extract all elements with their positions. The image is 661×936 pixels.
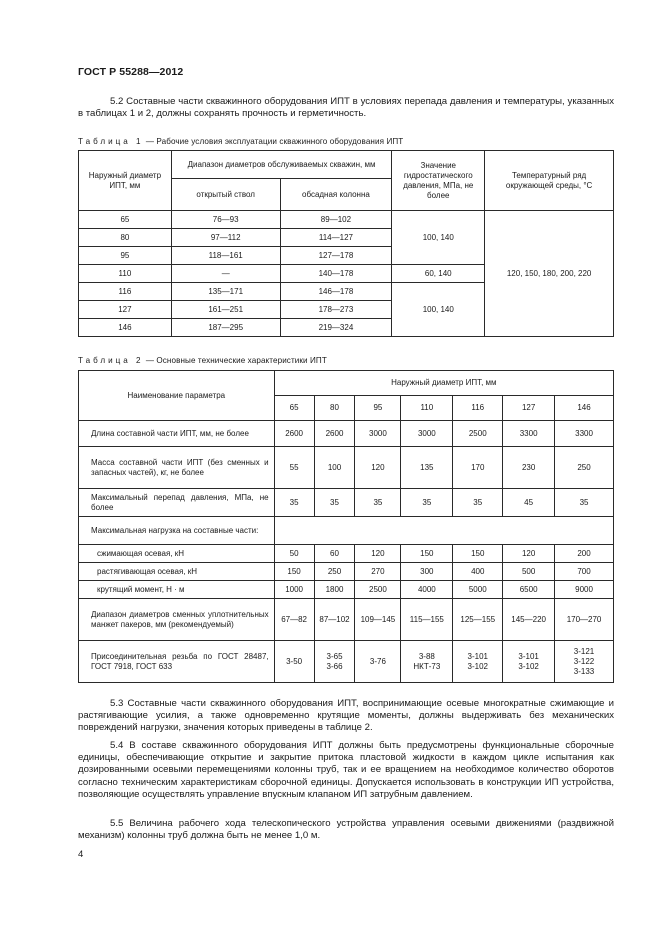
- t1-cell: 116: [79, 283, 172, 301]
- t2-cell: 300: [401, 563, 453, 581]
- t1-cell: —: [171, 265, 280, 283]
- t2-cell: 120: [355, 545, 401, 563]
- t2-cell: 135: [401, 447, 453, 489]
- t2-cell: 125—155: [453, 599, 503, 641]
- paragraph-5-5: 5.5 Величина рабочего хода телескопического устройства управления осевыми движениями (раздвижной механизм) колонны труб должна быть не менее 1,0 м.: [78, 818, 614, 842]
- document-header: ГОСТ Р 55288—2012: [78, 66, 184, 78]
- t1-cell: 114—127: [280, 229, 392, 247]
- t2-cell: 5000: [453, 581, 503, 599]
- t2-cell: 145—220: [503, 599, 555, 641]
- t2-cell: 35: [555, 489, 614, 517]
- t1-cell: 76—93: [171, 211, 280, 229]
- t2-cell: 150: [401, 545, 453, 563]
- t1-cell: 140—178: [280, 265, 392, 283]
- t1-cell: 89—102: [280, 211, 392, 229]
- t2-cell: 3300: [555, 421, 614, 447]
- t1-cell: 110: [79, 265, 172, 283]
- t2-cell: 3-121 3-122 3-133: [555, 641, 614, 683]
- t2-cell: 109—145: [355, 599, 401, 641]
- table-row: [79, 581, 614, 599]
- table2-caption: [78, 356, 327, 365]
- paragraph-5-4: 5.4 В составе скважинного оборудования ИПТ должны быть предусмотрены функциональные сборочные единицы, обеспечивающие открытие и закрытие притока пластовой жидкости в каждом цикле испытания как дозированными осевыми перемещениями колонны труб, так и ее вращением на необходимое количество оборотов согласно техническим характеристикам сборочной единицы. Допускается использовать в конструкции ИП устройства, позволяющие осуществлять управление впускным клапаном ИП затрубным давлением.: [78, 740, 614, 800]
- t2-cell: 3000: [355, 421, 401, 447]
- table2-caption-prefix: Таблица 2: [78, 356, 144, 365]
- t2-cell: 170—270: [555, 599, 614, 641]
- t2-header-diameter: Наружный диаметр ИПТ, мм: [274, 371, 613, 396]
- t2-cell: 115—155: [401, 599, 453, 641]
- t2-cell: 55: [274, 447, 314, 489]
- t2-cell: 1000: [274, 581, 314, 599]
- t2-param-name: растягивающая осевая, кН: [79, 563, 275, 581]
- t2-cell: 4000: [401, 581, 453, 599]
- t2-cell: 35: [401, 489, 453, 517]
- t2-param-name: Максимальный перепад давления, МПа, не более: [79, 489, 275, 517]
- t2-cell: 250: [555, 447, 614, 489]
- t2-param-name: Диапазон диаметров сменных уплотнительных манжет пакеров, мм (рекомендуемый): [79, 599, 275, 641]
- table-row: [79, 563, 614, 581]
- t2-cell: 45: [503, 489, 555, 517]
- operating-conditions-table: [78, 150, 614, 337]
- t1-cell: 97—112: [171, 229, 280, 247]
- t2-cell: 100: [314, 447, 355, 489]
- t1-cell: 135—171: [171, 283, 280, 301]
- t1-cell: 187—295: [171, 319, 280, 337]
- t1-cell: 118—161: [171, 247, 280, 265]
- table-row: [79, 517, 614, 545]
- t2-cell: 3-88 НКТ-73: [401, 641, 453, 683]
- t1-cell: 127—178: [280, 247, 392, 265]
- t2-param-name: Присоединительная резьба по ГОСТ 28487, ГОСТ 7918, ГОСТ 633: [79, 641, 275, 683]
- t2-cell: 700: [555, 563, 614, 581]
- t2-diameter-col: 65: [274, 396, 314, 421]
- t2-cell: 3300: [503, 421, 555, 447]
- t2-cell: 2500: [355, 581, 401, 599]
- t2-diameter-col: 116: [453, 396, 503, 421]
- t2-cell: 170: [453, 447, 503, 489]
- t1-pressure-cell: 100, 140: [392, 211, 485, 265]
- t1-cell: 146: [79, 319, 172, 337]
- t1-header-open-hole: открытый ствол: [171, 179, 280, 211]
- t2-cell: 500: [503, 563, 555, 581]
- t2-diameter-col: 80: [314, 396, 355, 421]
- t2-cell: 3-65 3-66: [314, 641, 355, 683]
- t2-header-parameter: Наименование параметра: [79, 371, 275, 421]
- t2-cell: 150: [274, 563, 314, 581]
- table-row: [79, 545, 614, 563]
- t2-diameter-col: 110: [401, 396, 453, 421]
- t1-header-cased-hole: обсадная колонна: [280, 179, 392, 211]
- t1-temperature-cell: 120, 150, 180, 200, 220: [485, 211, 614, 337]
- t2-cell: 400: [453, 563, 503, 581]
- table1-caption-text: — Рабочие условия эксплуатации скважинного оборудования ИПТ: [143, 137, 404, 146]
- table-row: [79, 599, 614, 641]
- t2-cell: 270: [355, 563, 401, 581]
- table1-caption-prefix: Таблица 1: [78, 137, 144, 146]
- t1-header-temperature: Температурный ряд окружающей среды, °С: [485, 151, 614, 211]
- t2-cell: 87—102: [314, 599, 355, 641]
- t2-param-name: сжимающая осевая, кН: [79, 545, 275, 563]
- t1-cell: 127: [79, 301, 172, 319]
- t2-cell: 3-76: [355, 641, 401, 683]
- t2-empty-cell: [274, 517, 613, 545]
- t2-cell: 2600: [314, 421, 355, 447]
- t2-cell: 35: [453, 489, 503, 517]
- t2-cell: 35: [314, 489, 355, 517]
- t1-header-diameter: Наружный диаметр ИПТ, мм: [79, 151, 172, 211]
- table-row: [79, 489, 614, 517]
- t1-header-range: Диапазон диаметров обслуживаемых скважин, мм: [171, 151, 391, 179]
- t2-cell: 250: [314, 563, 355, 581]
- t1-header-pressure: Значение гидростатического давления, МПа, не более: [392, 151, 485, 211]
- t2-param-name: Длина составной части ИПТ, мм, не более: [79, 421, 275, 447]
- page-number: 4: [78, 849, 84, 860]
- t1-cell: 219—324: [280, 319, 392, 337]
- paragraph-5-2: 5.2 Составные части скважинного оборудования ИПТ в условиях перепада давления и температуры, указанных в таблицах 1 и 2, должны сохранять прочность и герметичность.: [78, 96, 614, 120]
- t1-cell: 65: [79, 211, 172, 229]
- t2-cell: 35: [274, 489, 314, 517]
- t2-cell: 6500: [503, 581, 555, 599]
- t2-param-name: Масса составной части ИПТ (без сменных и запасных частей), кг, не более: [79, 447, 275, 489]
- table1-caption: [78, 137, 403, 146]
- table-row: [79, 421, 614, 447]
- t2-cell: 9000: [555, 581, 614, 599]
- t1-cell: 146—178: [280, 283, 392, 301]
- t2-cell: 3000: [401, 421, 453, 447]
- t2-cell: 2500: [453, 421, 503, 447]
- t2-cell: 200: [555, 545, 614, 563]
- t2-cell: 67—82: [274, 599, 314, 641]
- t2-cell: 120: [355, 447, 401, 489]
- t2-diameter-col: 127: [503, 396, 555, 421]
- t2-cell: 1800: [314, 581, 355, 599]
- t1-cell: 161—251: [171, 301, 280, 319]
- t2-cell: 3-101 3-102: [453, 641, 503, 683]
- t2-diameter-col: 95: [355, 396, 401, 421]
- t2-cell: 60: [314, 545, 355, 563]
- t2-cell: 230: [503, 447, 555, 489]
- paragraph-5-3: 5.3 Составные части скважинного оборудования ИПТ, воспринимающие осевые многократные сжимающие и растягивающие усилия, а также одновременно крутящие моменты, должны выдерживать без механических повреждений нагрузки, значения которых приведены в таблице 2.: [78, 698, 614, 734]
- t1-cell: 95: [79, 247, 172, 265]
- t2-cell: 3-101 3-102: [503, 641, 555, 683]
- t2-cell: 35: [355, 489, 401, 517]
- t2-cell: 3-50: [274, 641, 314, 683]
- t2-param-name: Максимальная нагрузка на составные части:: [79, 517, 275, 545]
- t2-cell: 120: [503, 545, 555, 563]
- t2-diameter-col: 146: [555, 396, 614, 421]
- t1-cell: 80: [79, 229, 172, 247]
- table2-caption-text: — Основные технические характеристики ИПТ: [143, 356, 327, 365]
- table-row: [79, 447, 614, 489]
- t2-cell: 50: [274, 545, 314, 563]
- t1-cell: 178—273: [280, 301, 392, 319]
- t2-cell: 150: [453, 545, 503, 563]
- t2-cell: 2600: [274, 421, 314, 447]
- table-row: [79, 641, 614, 683]
- t1-pressure-cell: 100, 140: [392, 283, 485, 337]
- t2-param-name: крутящий момент, Н · м: [79, 581, 275, 599]
- t1-pressure-cell: 60, 140: [392, 265, 485, 283]
- technical-characteristics-table: [78, 370, 614, 683]
